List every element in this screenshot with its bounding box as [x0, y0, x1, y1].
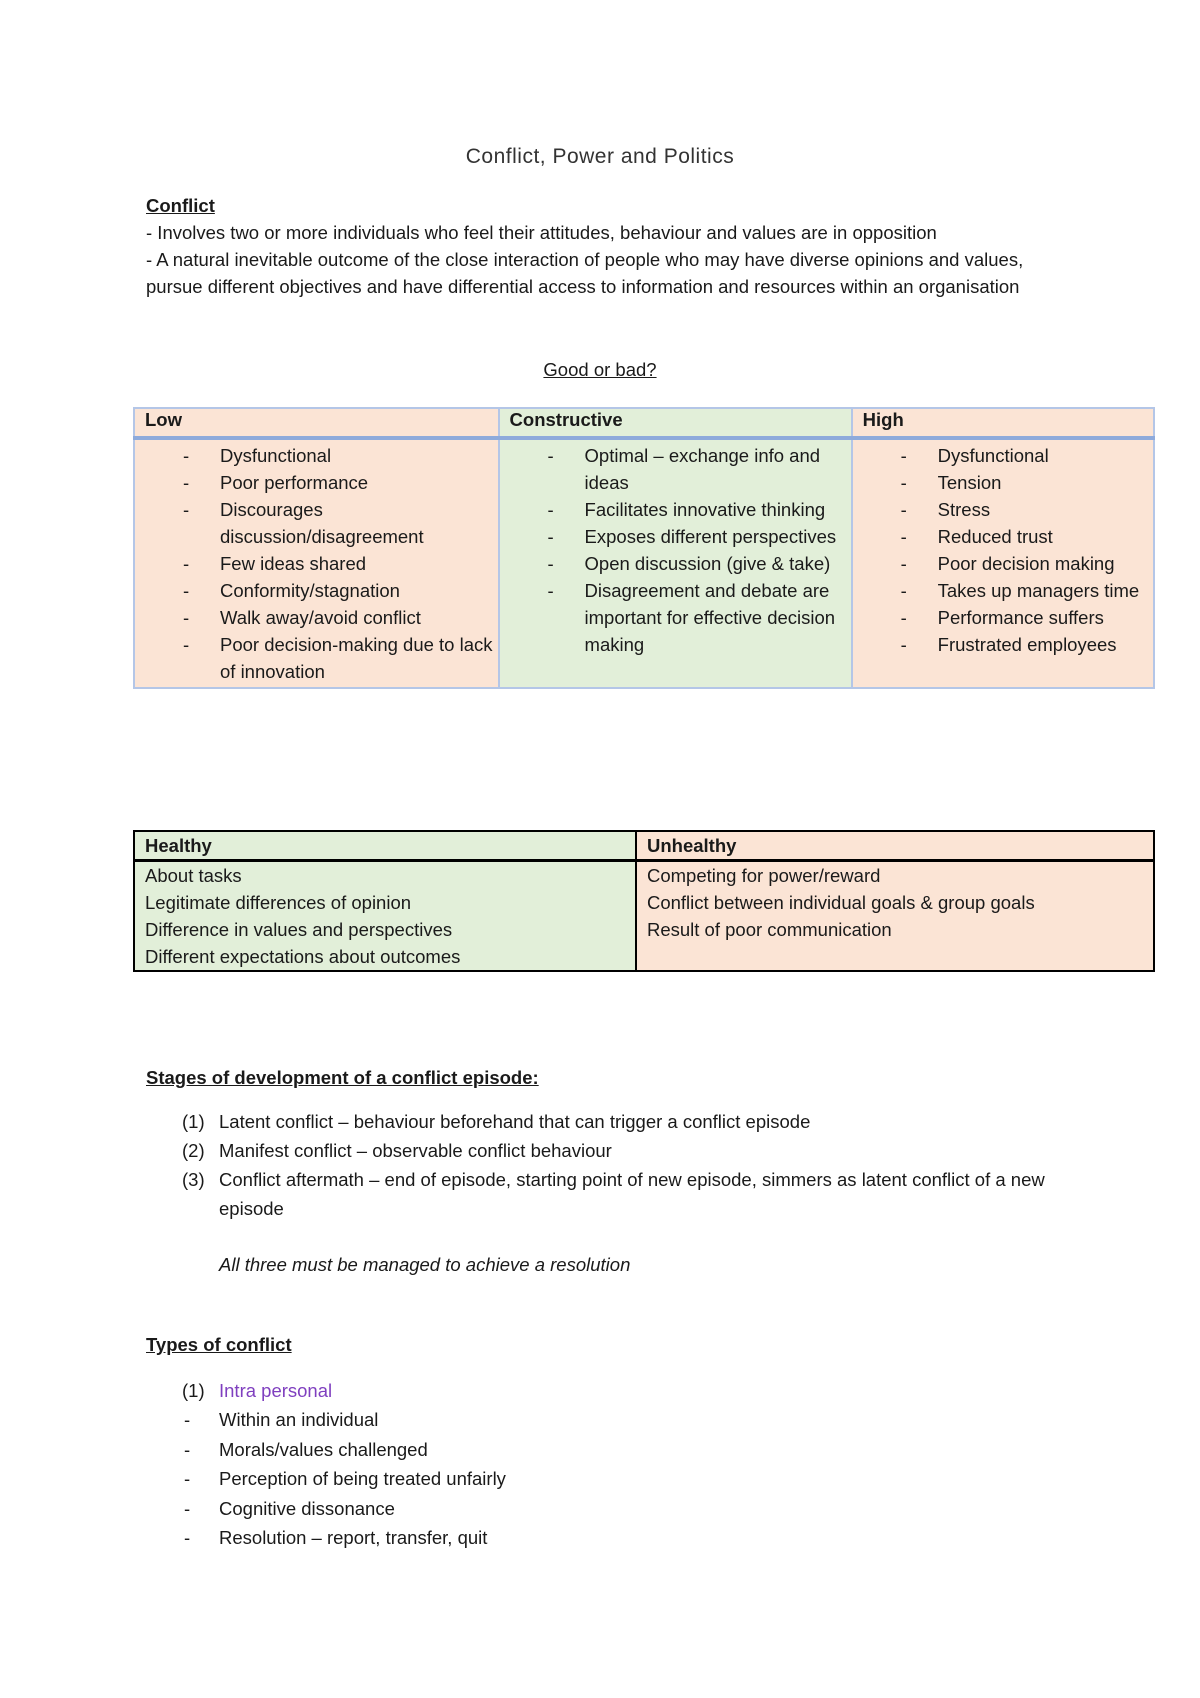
conflict-heading: Conflict	[146, 195, 215, 216]
constructive-list	[500, 440, 851, 660]
page-title: Conflict, Power and Politics	[465, 145, 735, 168]
list-item: - Within an individual	[146, 1405, 1076, 1435]
low-cell	[134, 438, 499, 688]
stages-list	[146, 1107, 1076, 1223]
header-constructive: Constructive	[499, 408, 852, 438]
conflict-line-2: - A natural inevitable outcome of the close interaction of people who may have diverse opinions and values, pursue different objectives and have differential access to information and resources within an organisation	[146, 249, 1024, 297]
list-item: - Open discussion (give & take)	[500, 550, 851, 577]
list-item: - Performance suffers	[853, 604, 1153, 631]
unhealthy-cell	[636, 861, 1154, 972]
constructive-cell	[499, 438, 852, 688]
list-item: - Walk away/avoid conflict	[135, 604, 498, 631]
intra-personal-points	[146, 1405, 1076, 1553]
list-item: - Tension	[853, 469, 1153, 496]
list-item: - Poor performance	[135, 469, 498, 496]
list-item: - Takes up managers time	[853, 577, 1153, 604]
high-list	[853, 440, 1153, 660]
list-item: - Reduced trust	[853, 523, 1153, 550]
healthy-item: Different expectations about outcomes	[145, 946, 461, 967]
healthy-cell	[134, 861, 636, 972]
list-item: - Poor decision making	[853, 550, 1153, 577]
list-item: - Frustrated employees	[853, 631, 1153, 658]
list-item: - Exposes different perspectives	[500, 523, 851, 550]
list-item: - Dysfunctional	[853, 442, 1153, 469]
types-section	[146, 1331, 1076, 1553]
healthy-item: Difference in values and perspectives	[145, 919, 453, 940]
healthy-item: Legitimate differences of opinion	[145, 892, 412, 913]
list-item: - Discourages discussion/disagreement	[135, 496, 498, 550]
list-item: - Stress	[853, 496, 1153, 523]
header-unhealthy: Unhealthy	[636, 831, 1154, 861]
list-item: - Cognitive dissonance	[146, 1494, 1076, 1524]
high-cell	[852, 438, 1154, 688]
types-heading: Types of conflict	[146, 1334, 292, 1355]
list-item: (1) Intra personal	[182, 1380, 333, 1401]
stages-heading: Stages of development of a conflict episode:	[146, 1067, 539, 1088]
list-item: - Morals/values challenged	[146, 1435, 1076, 1465]
list-item: - Resolution – report, transfer, quit	[146, 1523, 1076, 1553]
healthy-item: About tasks	[145, 865, 242, 886]
list-item: - Dysfunctional	[135, 442, 498, 469]
list-item: - Perception of being treated unfairly	[146, 1464, 1076, 1494]
list-item: - Poor decision-making due to lack of innovation	[135, 631, 498, 685]
unhealthy-item: Result of poor communication	[646, 919, 892, 940]
unhealthy-item: Competing for power/reward	[646, 865, 881, 886]
unhealthy-item: Conflict between individual goals & group goals	[646, 892, 1035, 913]
conflict-line-1: - Involves two or more individuals who feel their attitudes, behaviour and values are in opposition	[146, 222, 937, 243]
types-list	[146, 1376, 1076, 1405]
conflict-section	[146, 192, 1076, 300]
good-or-bad-heading: Good or bad?	[543, 359, 657, 380]
list-item: - Facilitates innovative thinking	[500, 496, 851, 523]
stages-section	[146, 1064, 1076, 1278]
list-item: (1) Latent conflict – behaviour beforehand that can trigger a conflict episode	[182, 1111, 811, 1132]
conflict-level-table	[133, 407, 1155, 689]
healthy-unhealthy-table	[133, 830, 1155, 972]
header-low: Low	[134, 408, 499, 438]
list-item: - Few ideas shared	[135, 550, 498, 577]
stages-note: All three must be managed to achieve a resolution	[219, 1254, 631, 1275]
intra-personal-label: Intra personal	[219, 1380, 333, 1401]
low-list	[135, 440, 498, 687]
list-item: - Optimal – exchange info and ideas	[500, 442, 851, 496]
header-healthy: Healthy	[134, 831, 636, 861]
list-item: (2) Manifest conflict – observable conflict behaviour	[182, 1140, 612, 1161]
list-item: - Conformity/stagnation	[135, 577, 498, 604]
list-item: (3) Conflict aftermath – end of episode, starting point of new episode, simmers as latent conflict of a new episode	[182, 1169, 1045, 1219]
header-high: High	[852, 408, 1154, 438]
list-item: - Disagreement and debate are important for effective decision making	[500, 577, 851, 658]
